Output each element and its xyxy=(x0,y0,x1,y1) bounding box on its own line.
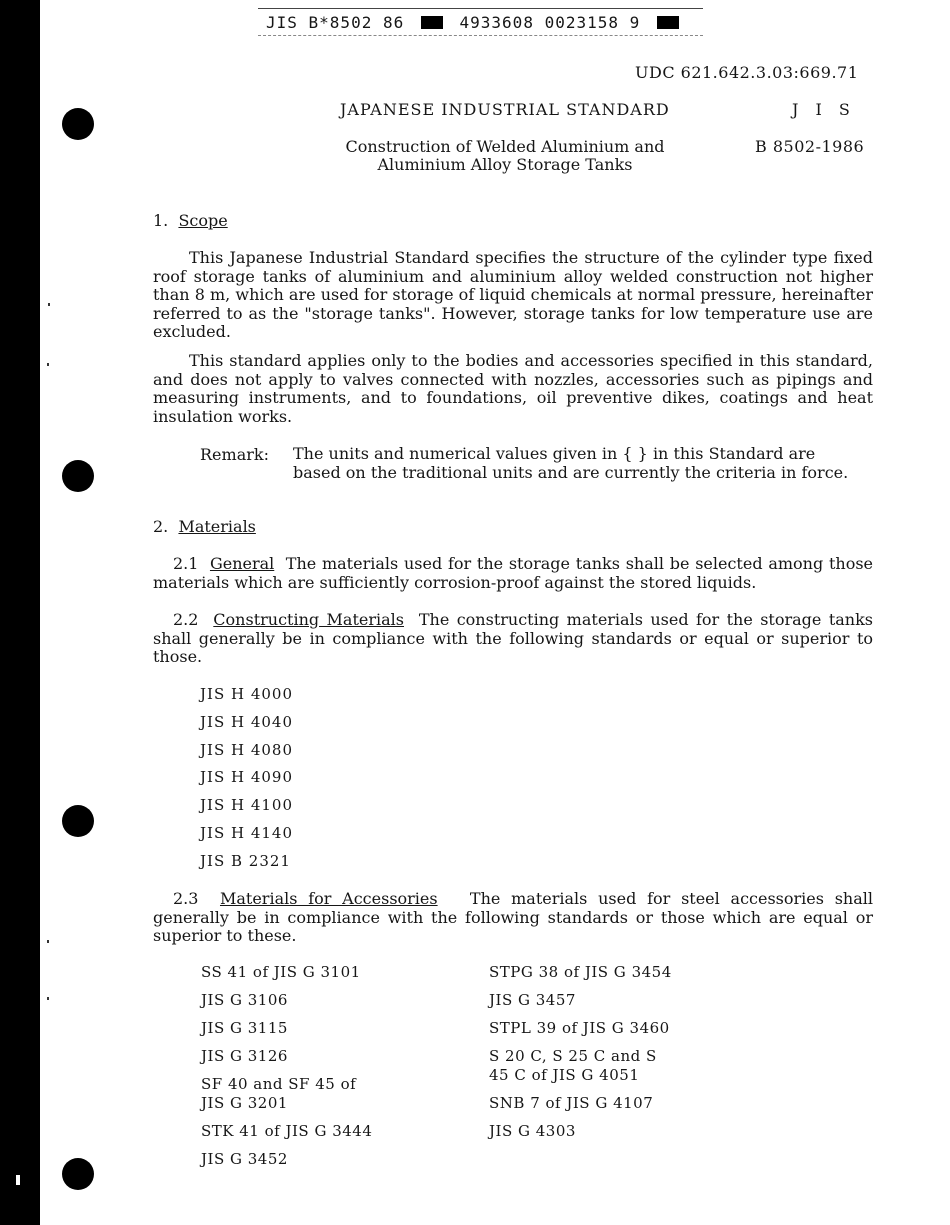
paragraph-text: This Japanese Industrial Standard specifies the structure of the cylinder type fixed roof storage tanks of aluminium and aluminium alloy welded construction not higher than 8 m, which are used for storage of liquid chemicals at normal pressure, hereinafter referred to as the "storage tanks". However, storage tanks for low temperature use are excluded. xyxy=(153,248,873,342)
list-item: S 20 C, S 25 C and S 45 C of JIS G 4051 xyxy=(489,1047,657,1084)
scan-speck xyxy=(47,363,49,366)
redaction-block xyxy=(421,16,443,29)
list-item: JIS G 3457 xyxy=(489,991,576,1009)
subsection-title: Constructing Materials xyxy=(213,610,404,629)
header-code-left: JIS B*8502 86 xyxy=(266,13,405,32)
section-number: 2. xyxy=(153,517,169,536)
accessory-standards-right xyxy=(489,963,749,1150)
subsection-2-2 xyxy=(153,611,873,667)
list-item: JIS B 2321 xyxy=(200,851,291,870)
accessory-standards-left xyxy=(201,963,441,1178)
list-item: SF 40 and SF 45 of JIS G 3201 xyxy=(201,1075,357,1112)
subsection-2-1 xyxy=(153,555,873,592)
scope-paragraph-2 xyxy=(153,352,873,426)
punch-hole xyxy=(62,805,94,837)
list-item: SNB 7 of JIS G 4107 xyxy=(489,1094,654,1112)
punch-hole xyxy=(62,1158,94,1190)
section-title: Scope xyxy=(178,211,228,230)
list-item: JIS H 4080 xyxy=(200,740,294,759)
scan-speck xyxy=(47,940,49,943)
list-item: JIS H 4140 xyxy=(200,823,294,842)
list-item: JIS G 4303 xyxy=(489,1122,576,1140)
remark-label: Remark: xyxy=(200,445,269,464)
paragraph-text: This standard applies only to the bodies and accessories specified in this standard, and does not apply to valves connected with nozzles, accessories such as pipings and measuring instruments, and to foundations, oil preventive dikes, coatings and heat insulation works. xyxy=(153,351,873,426)
list-item: JIS H 4040 xyxy=(200,712,294,731)
subsection-2-3 xyxy=(153,890,873,946)
list-item: STK 41 of JIS G 3444 xyxy=(201,1122,373,1140)
subsection-number: 2.1 xyxy=(173,554,199,573)
scope-paragraph-1 xyxy=(153,249,873,342)
subsection-title: Materials for Accessories xyxy=(219,889,438,908)
punch-hole xyxy=(62,108,94,140)
section-title: Materials xyxy=(178,517,256,536)
remark-text: The units and numerical values given in { } in this Standard are based on the traditional units and are currently the criteria in force. xyxy=(293,444,849,482)
jis-mark: J I S xyxy=(792,100,856,119)
subsection-text: The materials used for the storage tanks shall be selected among those materials which are sufficiently corrosion-proof against the stored liquids. xyxy=(153,554,874,592)
list-item: STPL 39 of JIS G 3460 xyxy=(489,1019,670,1037)
subsection-text: The materials used for steel accessories shall generally be in compliance with the following standards or those which are equal or superior to these. xyxy=(153,889,874,946)
scan-speck xyxy=(48,303,50,306)
redaction-block xyxy=(657,16,679,29)
list-item: JIS G 3126 xyxy=(201,1047,288,1065)
scan-speck xyxy=(47,997,49,1000)
document-number: B 8502-1986 xyxy=(755,137,865,156)
list-item: JIS H 4090 xyxy=(200,768,294,787)
subsection-text: The constructing materials used for the storage tanks shall generally be in compliance with the following standards or equal or superior to those. xyxy=(153,610,873,667)
punch-hole xyxy=(62,460,94,492)
document-code-header xyxy=(258,8,703,36)
scan-margin-bar xyxy=(0,0,40,1225)
list-item: JIS H 4000 xyxy=(200,685,294,703)
udc-number: UDC 621.642.3.03:669.71 xyxy=(635,63,859,82)
list-item: JIS G 3106 xyxy=(201,991,288,1009)
list-item: JIS G 3115 xyxy=(201,1019,288,1037)
subsection-number: 2.2 xyxy=(173,610,199,629)
list-item: STPG 38 of JIS G 3454 xyxy=(489,963,672,981)
section-1-heading xyxy=(153,212,228,230)
header-code-right: 4933608 0023158 9 xyxy=(459,13,641,32)
scan-edge-mark xyxy=(16,1175,20,1185)
list-item: JIS H 4100 xyxy=(200,796,294,815)
list-item: JIS G 3452 xyxy=(201,1150,288,1168)
section-2-heading xyxy=(153,518,256,536)
subsection-title: General xyxy=(209,554,275,573)
standard-title: JAPANESE INDUSTRIAL STANDARD xyxy=(340,100,670,119)
section-number: 1. xyxy=(153,211,169,230)
document-title: Construction of Welded Aluminium and Aluminium Alloy Storage Tanks xyxy=(345,137,665,174)
list-item: SS 41 of JIS G 3101 xyxy=(201,963,361,981)
subsection-number: 2.3 xyxy=(173,889,199,908)
constructing-standards-list xyxy=(200,685,293,880)
